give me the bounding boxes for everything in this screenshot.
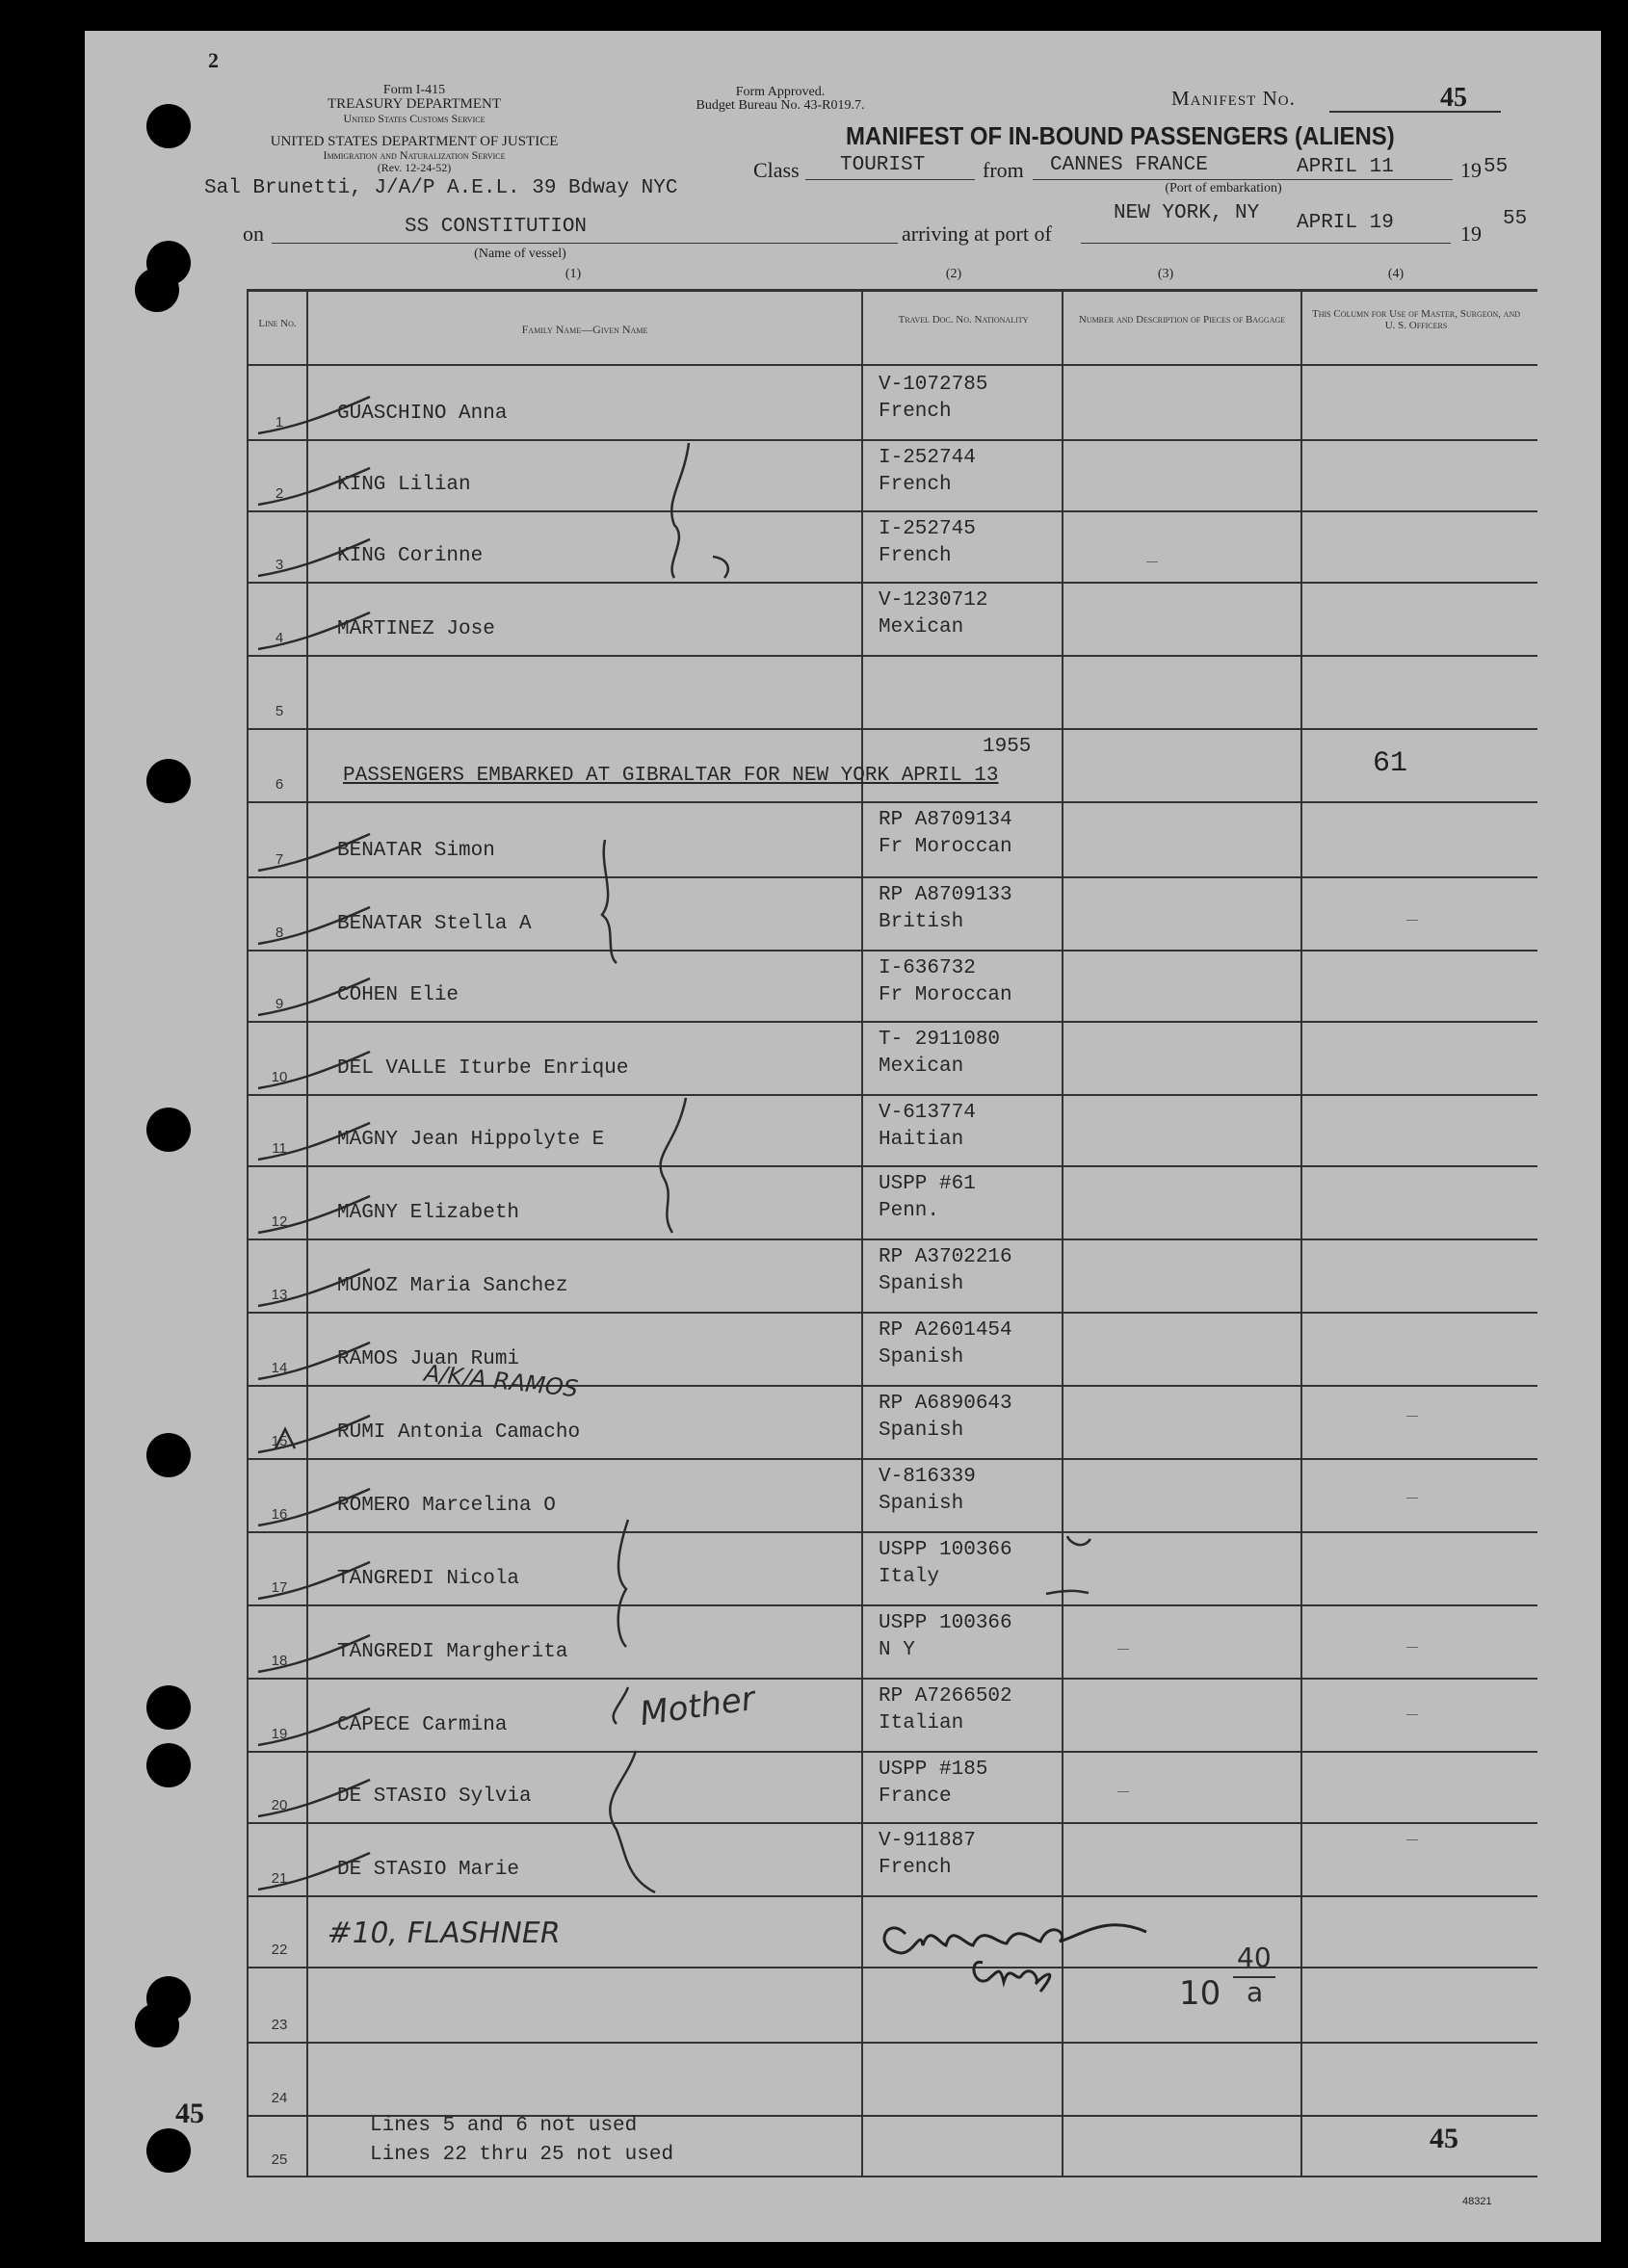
row-travel-doc: RP A2601454 <box>879 1319 1012 1342</box>
row-travel-doc: USPP #185 <box>879 1759 988 1781</box>
row-separator <box>247 1165 1537 1167</box>
row-line-number: 10 <box>271 1069 288 1085</box>
row-line-number: 13 <box>271 1287 288 1303</box>
manifest-no-line <box>1329 111 1501 113</box>
row-travel-doc: T- 2911080 <box>879 1029 1001 1051</box>
row-separator <box>247 1822 1537 1824</box>
from-line <box>1033 179 1453 180</box>
dash-mark <box>1406 1647 1418 1648</box>
row-nationality: Spanish <box>879 1273 964 1295</box>
dash-mark <box>1406 1839 1418 1840</box>
column-number-2: (2) <box>945 267 962 281</box>
form-revision: (Rev. 12-24-52) <box>377 161 452 174</box>
footer-right-number: 45 <box>1430 2123 1458 2154</box>
row-check-mark <box>254 1115 380 1163</box>
vessel-line <box>272 243 898 244</box>
row-travel-doc: RP A3702216 <box>879 1246 1012 1268</box>
row-check-mark <box>254 1628 380 1676</box>
row-nationality: French <box>879 1857 952 1879</box>
row-check-mark <box>254 389 380 437</box>
table-top-border <box>247 289 1537 292</box>
punch-hole <box>135 268 179 312</box>
row-separator <box>247 1238 1537 1240</box>
row-passenger-name: DE STASIO Sylvia <box>337 1786 532 1808</box>
row-nationality: France <box>879 1786 952 1808</box>
header-baggage: Number and Description of Pieces of Baggage <box>1078 314 1286 326</box>
manifest-no-value: 45 <box>1440 83 1467 113</box>
row-check-mark <box>254 1845 380 1893</box>
table-divider-name <box>861 289 863 2177</box>
punch-hole <box>146 104 191 148</box>
row-line-number: 5 <box>275 703 284 719</box>
table-header-bottom <box>247 364 1537 366</box>
row-check-mark <box>254 1044 380 1092</box>
arrival-date: APRIL 19 <box>1297 212 1394 234</box>
row-travel-doc: V-1072785 <box>879 374 988 396</box>
row-line-number: 7 <box>275 851 284 868</box>
row-line-number: 22 <box>271 1942 288 1958</box>
dash-mark <box>1117 1649 1129 1650</box>
inspector-signature <box>877 1895 1166 2001</box>
row-line-number: 17 <box>271 1579 288 1596</box>
row-nationality: Italy <box>879 1566 940 1588</box>
column-number-3: (3) <box>1157 267 1174 281</box>
agent-line: Sal Brunetti, J/A/P A.E.L. 39 Bdway NYC <box>204 177 678 199</box>
row-check-mark <box>254 899 380 948</box>
dash-mark <box>1406 920 1418 921</box>
punch-hole <box>146 2128 191 2173</box>
row-nationality: Fr Moroccan <box>879 984 1012 1006</box>
row-separator <box>247 439 1537 441</box>
punch-hole <box>146 1108 191 1152</box>
class-label: Class <box>753 158 800 182</box>
row-passenger-name: PASSENGERS EMBARKED AT GIBRALTAR FOR NEW YORK APRIL 13 <box>343 765 999 787</box>
row-check-mark <box>254 1554 380 1603</box>
arrival-year: 55 <box>1503 208 1528 230</box>
row-line-number: 19 <box>271 1726 288 1742</box>
row-passenger-name: RAMOS Juan Rumi <box>337 1348 520 1370</box>
row-check-mark <box>254 532 380 580</box>
row-check-mark <box>254 1262 380 1310</box>
row-passenger-name: MAGNY Elizabeth <box>337 1202 520 1224</box>
row-check-mark <box>254 1481 380 1529</box>
table-left-border <box>247 289 249 2177</box>
table-bottom-border <box>247 2176 1537 2177</box>
arriving-label: arriving at port of <box>902 222 1052 246</box>
row-check-mark <box>254 1408 380 1456</box>
header-family-name: Family Name—Given Name <box>521 323 648 336</box>
row-passenger-name: MARTINEZ Jose <box>337 618 495 640</box>
row-line-number: 8 <box>275 925 284 941</box>
treasury-department: TREASURY DEPARTMENT <box>327 96 502 112</box>
row-passenger-name: ROMERO Marcelina O <box>337 1495 556 1517</box>
column-number-4: (4) <box>1387 267 1405 281</box>
header-officers: This Column for Use of Master, Surgeon, and U. S. Officers <box>1312 308 1520 331</box>
row-nationality: French <box>879 401 952 423</box>
header-line-no: Line No. <box>258 318 297 329</box>
sig-time: 10 <box>1179 1974 1221 2013</box>
row-passenger-name: BENATAR Simon <box>337 840 495 862</box>
row-line-number: 18 <box>271 1653 288 1669</box>
row-line-number: 9 <box>275 996 284 1012</box>
sig-time-sub: a <box>1247 1976 1264 2008</box>
row-nationality: Haitian <box>879 1129 964 1151</box>
row-separator <box>247 950 1537 952</box>
row-nationality: Mexican <box>879 1056 964 1078</box>
row-passenger-name: BENATAR Stella A <box>337 913 532 935</box>
row-separator <box>247 655 1537 657</box>
row-travel-doc: V-911887 <box>879 1830 976 1852</box>
row-check-mark <box>254 1772 380 1820</box>
row-line-number: 3 <box>275 557 284 573</box>
dash-mark <box>1406 1714 1418 1715</box>
class-value: TOURIST <box>840 154 926 176</box>
row-separator <box>247 2042 1537 2044</box>
row-separator <box>247 728 1537 730</box>
row-passenger-name: DEL VALLE Iturbe Enrique <box>337 1057 629 1080</box>
from-label: from <box>983 158 1024 182</box>
customs-service: United States Customs Service <box>343 112 486 125</box>
port-caption: (Port of embarkation) <box>1165 181 1282 196</box>
row-separator <box>247 510 1537 512</box>
row-separator <box>247 1678 1537 1680</box>
row-line-number: 14 <box>271 1360 288 1376</box>
row-nationality: Fr Moroccan <box>879 836 1012 858</box>
row-line-number: 11 <box>272 1140 287 1157</box>
row-travel-doc: USPP 100366 <box>879 1539 1012 1561</box>
row-nationality: Penn. <box>879 1200 940 1222</box>
row-check-mark <box>254 1701 380 1749</box>
row-travel-doc: USPP 100366 <box>879 1612 1012 1634</box>
manifest-no-label: Manifest No. <box>1171 87 1296 110</box>
row-line-number: 12 <box>271 1213 288 1230</box>
row-line-number: 4 <box>275 630 284 646</box>
footer-note-unused-5-6: Lines 5 and 6 not used <box>370 2115 638 2137</box>
row-line-number: 1 <box>275 414 284 430</box>
column-number-1: (1) <box>565 267 582 281</box>
row-travel-doc: RP A8709133 <box>879 884 1012 906</box>
row-check-mark <box>254 1188 380 1237</box>
on-label: on <box>243 222 264 246</box>
row-separator <box>247 1312 1537 1314</box>
row-line-number: 6 <box>275 776 284 793</box>
row-nationality: Spanish <box>879 1420 964 1442</box>
row19-mother-note: Mother <box>637 1679 758 1734</box>
punch-hole <box>146 1433 191 1477</box>
row-travel-doc: V-613774 <box>879 1102 976 1124</box>
punch-hole <box>135 2003 179 2047</box>
row-travel-doc: RP A8709134 <box>879 809 1012 831</box>
embark-date: APRIL 11 <box>1297 156 1394 178</box>
row-separator <box>247 876 1537 878</box>
row-nationality: Spanish <box>879 1493 964 1515</box>
row-travel-doc: I-252745 <box>879 518 976 540</box>
row-passenger-name: KING Corinne <box>337 545 484 567</box>
row-passenger-name: MAGNY Jean Hippolyte E <box>337 1129 605 1151</box>
row-passenger-name: GUASCHINO Anna <box>337 403 508 425</box>
arrival-year-prefix: 19 <box>1460 222 1482 246</box>
dash-mark <box>1146 561 1158 562</box>
footer-left-number: 45 <box>175 2098 204 2129</box>
row-check-mark <box>254 971 380 1019</box>
row-line-number: 24 <box>271 2090 288 2106</box>
punch-hole <box>146 759 191 803</box>
row-passenger-name: RUMI Antonia Camacho <box>337 1421 581 1444</box>
row-separator <box>247 1531 1537 1533</box>
table-divider-doc <box>1062 289 1063 2177</box>
table-divider-baggage <box>1300 289 1302 2177</box>
from-value: CANNES FRANCE <box>1050 154 1208 176</box>
row-separator <box>247 582 1537 584</box>
footer-note-unused-22-25: Lines 22 thru 25 not used <box>370 2144 674 2166</box>
row-separator <box>247 1021 1537 1023</box>
row-passenger-name: MUNOZ Maria Sanchez <box>337 1275 568 1297</box>
top-left-mark: 2 <box>208 48 219 72</box>
class-line <box>805 179 975 180</box>
row-separator <box>247 1094 1537 1096</box>
row-separator <box>247 1458 1537 1460</box>
punch-hole <box>146 1685 191 1730</box>
row-separator <box>247 1604 1537 1606</box>
arrival-line <box>1081 243 1451 244</box>
dash-mark <box>1117 1791 1129 1792</box>
row-nationality: French <box>879 474 952 496</box>
embark-year-prefix: 19 <box>1460 158 1482 182</box>
row-line-number: 16 <box>271 1506 288 1523</box>
row-travel-doc: V-1230712 <box>879 589 988 612</box>
dash-mark <box>1406 1416 1418 1417</box>
row-travel-doc: 1955 <box>983 736 1032 758</box>
row-travel-doc: I-252744 <box>879 447 976 469</box>
dash-mark <box>1406 1498 1418 1499</box>
row-line-number: 15 <box>271 1433 288 1449</box>
row-travel-doc: USPP #61 <box>879 1173 976 1195</box>
vessel-name: SS CONSTITUTION <box>405 216 588 238</box>
row-line-number: 25 <box>271 2151 288 2168</box>
row-travel-doc: V-816339 <box>879 1466 976 1488</box>
row-separator <box>247 801 1537 803</box>
row-nationality: British <box>879 911 964 933</box>
row-line-number: 23 <box>271 2017 288 2033</box>
manifest-title: MANIFEST OF IN-BOUND PASSENGERS (ALIENS) <box>846 121 1395 150</box>
row-check-mark <box>254 605 380 653</box>
punch-hole <box>146 1743 191 1787</box>
row-passenger-name: DE STASIO Marie <box>337 1859 520 1881</box>
print-code: 48321 <box>1462 2196 1492 2207</box>
arrival-port: NEW YORK, NY <box>1114 202 1260 224</box>
budget-bureau: Budget Bureau No. 43-R019.7. <box>696 98 865 113</box>
row-passenger-name: TANGREDI Nicola <box>337 1568 520 1590</box>
row-line-number: 21 <box>271 1870 288 1887</box>
row-check-mark <box>254 826 380 874</box>
row-line-number: 2 <box>275 485 284 502</box>
row-nationality: Spanish <box>879 1346 964 1369</box>
row-travel-doc: RP A6890643 <box>879 1393 1012 1415</box>
embark-year: 55 <box>1484 156 1509 178</box>
justice-department: UNITED STATES DEPARTMENT OF JUSTICE <box>270 134 559 149</box>
row15-aka-note: A/K/A RAMOS <box>422 1359 580 1403</box>
row-nationality: N Y <box>879 1639 915 1661</box>
sig-time-sup: 40 <box>1237 1942 1272 1973</box>
row-travel-doc: RP A7266502 <box>879 1685 1012 1708</box>
form-id: Form I-415 <box>382 83 446 97</box>
row-passenger-name: COHEN Elie <box>337 984 460 1006</box>
row6-officer-note: 61 <box>1373 747 1408 780</box>
row-passenger-name: TANGREDI Margherita <box>337 1641 568 1663</box>
row-nationality: Mexican <box>879 616 964 639</box>
row-check-mark <box>254 1335 380 1383</box>
vessel-caption: (Name of vessel) <box>474 247 566 261</box>
header-travel-doc: Travel Doc. No. Nationality <box>898 314 1029 326</box>
row-check-mark <box>254 460 380 508</box>
ins-label: Immigration and Naturalization Service <box>323 148 506 162</box>
row-nationality: Italian <box>879 1712 964 1734</box>
row-line-number: 20 <box>271 1797 288 1813</box>
row-nationality: French <box>879 545 952 567</box>
row-travel-doc: I-636732 <box>879 957 976 979</box>
row-passenger-name: CAPECE Carmina <box>337 1714 508 1736</box>
row-separator <box>247 1751 1537 1753</box>
row22-flashner-note: #10, FLASHNER <box>324 1916 564 1950</box>
row-passenger-name: KING Lilian <box>337 474 471 496</box>
form-approved: Form Approved. <box>735 85 826 99</box>
